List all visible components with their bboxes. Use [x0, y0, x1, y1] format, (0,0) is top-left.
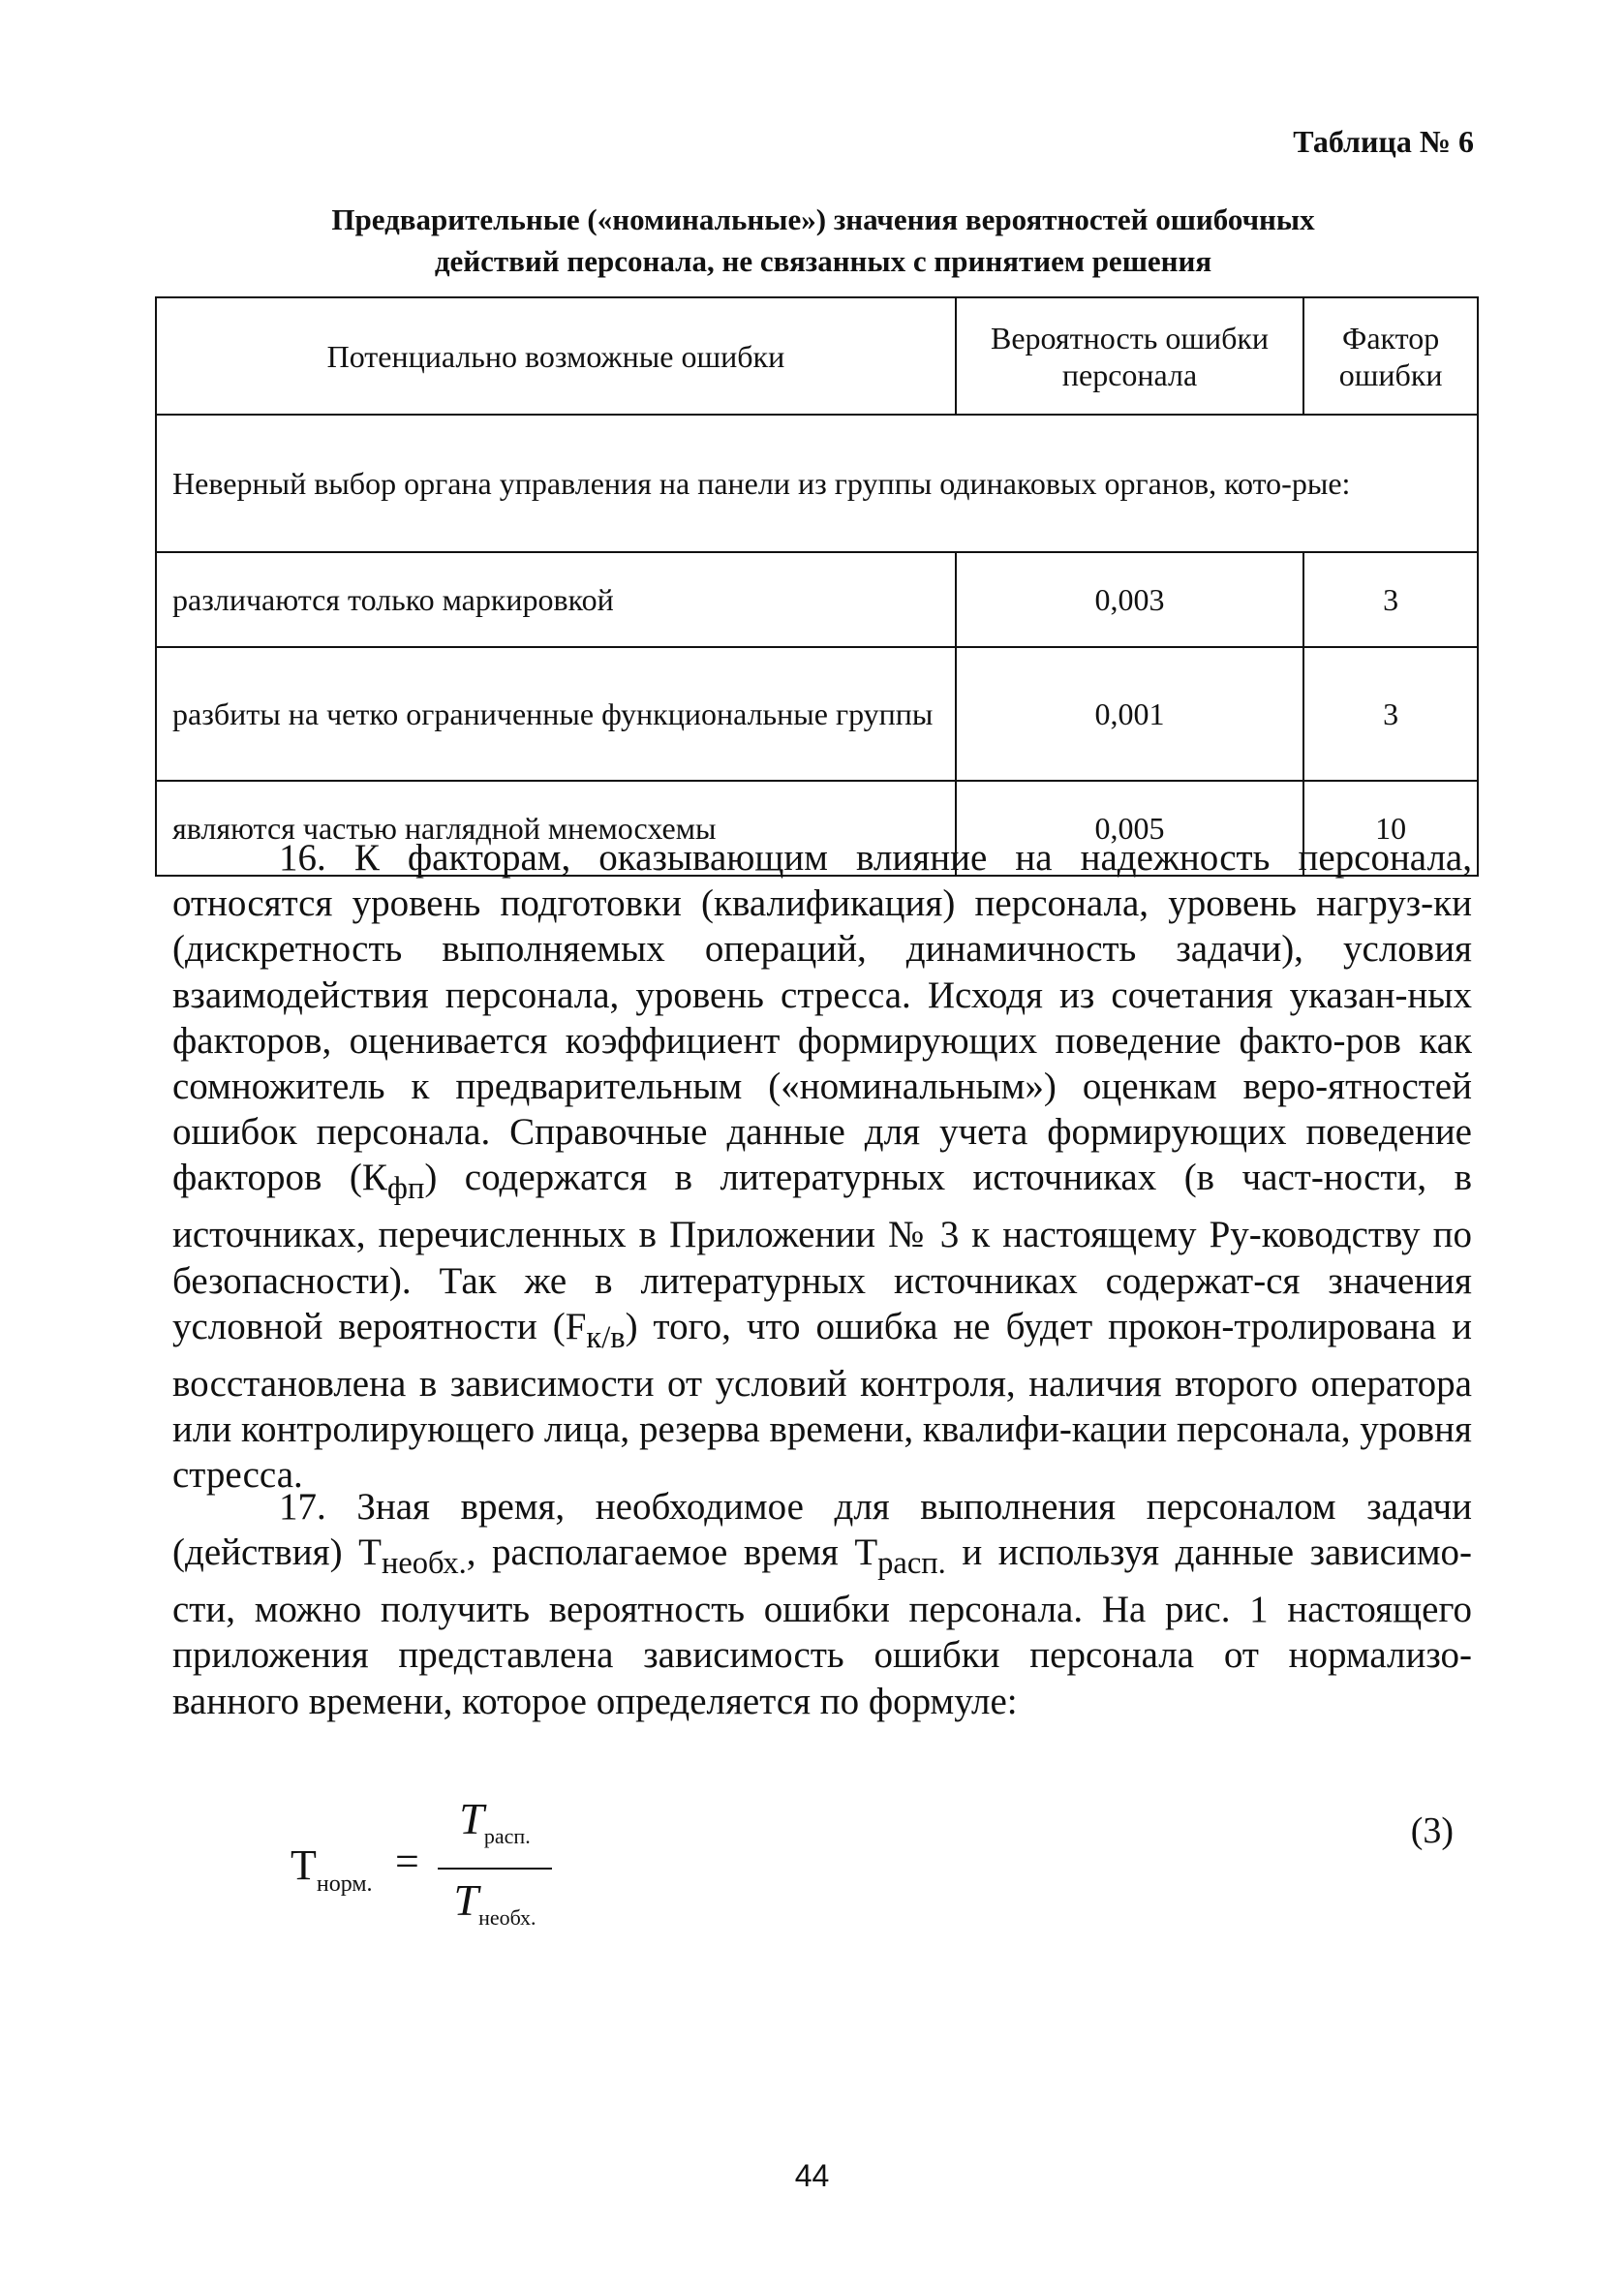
paragraph-17-part-c: и используя данные зависимо-сти, можно получить вероятность ошибки персонала. На рис. 1 настоящего приложения представлена зависимость ошибки персонала от нормализо-ванного времени, которое определяется по формуле: — [172, 1531, 1472, 1722]
row-probability: 0,003 — [956, 552, 1303, 647]
caption-line-1: Предварительные («номинальные») значения вероятностей ошибочных — [331, 202, 1315, 236]
subscript-t-required: необх. — [381, 1546, 467, 1581]
row-factor: 3 — [1303, 552, 1478, 647]
row-probability: 0,005 — [956, 781, 1303, 876]
paragraph-16-part-a: 16. К факторам, оказывающим влияние на надежность персонала, относятся уровень подготовки (квалификация) персонала, уровень нагруз-ки (дискретность выполняемых операций, динамичность задачи), условия взаимодействия персонала, уровень стресса. Исходя из сочетания указан-ных факторов, оценивается коэффициент формирующих поведение факто-ров как сомножитель к предварительным («номинальным») оценкам веро-ятностей ошибок персонала. Справочные данные для учета формирующих поведение факторов (К — [172, 837, 1472, 1199]
table-row — [156, 552, 1478, 647]
table-caption — [155, 199, 1491, 282]
formula-fraction — [438, 1792, 552, 1945]
error-probability-table — [155, 296, 1479, 877]
caption-line-2: действий персонала, не связанных с принятием решения — [434, 244, 1212, 278]
subscript-fkv: к/в — [586, 1319, 626, 1355]
equation-number: (3) — [1410, 1810, 1454, 1851]
row-error: разбиты на четко ограниченные функциональные группы — [156, 647, 956, 781]
table-header-row — [156, 297, 1478, 415]
header-errors: Потенциально возможные ошибки — [156, 297, 956, 415]
fraction-bar — [438, 1868, 552, 1870]
page-number: 44 — [794, 2158, 830, 2193]
row-error: являются частью наглядной мнемосхемы — [156, 781, 956, 876]
paragraph-17 — [172, 1484, 1472, 1724]
formula-equals: = — [395, 1838, 419, 1885]
formula-normalized-time — [291, 1792, 600, 1947]
paragraph-17-part-a: 17. Зная время, необходимое для выполнения персоналом задачи (действия) Т — [172, 1486, 1472, 1574]
subscript-t-available: расп. — [877, 1546, 946, 1581]
header-probability: Вероятность ошибки персонала — [956, 297, 1303, 415]
table-label: Таблица № 6 — [1293, 124, 1474, 159]
paragraph-16-part-c: ) того, что ошибка не будет прокон-тролирована и восстановлена в зависимости от условий контроля, наличия второго оператора или контролирующего лица, резерва времени, квалифи-кации персонала, уровня стресса. — [172, 1305, 1472, 1497]
row-factor: 10 — [1303, 781, 1478, 876]
paragraph-16-part-b: ) содержатся в литературных источниках (в част-ности, в источниках, перечисленных в Приложении № 3 к настоящему Ру-ководству по безопасности). Так же в литературных источниках содержат-ся значения условной вероятности (F — [172, 1157, 1472, 1347]
row-error: различаются только маркировкой — [156, 552, 956, 647]
paragraph-17-part-b: , располагаемое время Т — [466, 1531, 878, 1574]
formula-numerator: $T_{расп.}$ — [459, 1794, 531, 1848]
table-group-row — [156, 415, 1478, 552]
row-factor: 3 — [1303, 647, 1478, 781]
paragraph-16 — [172, 835, 1472, 1498]
subscript-kfp: фп — [386, 1171, 425, 1207]
row-probability: 0,001 — [956, 647, 1303, 781]
table-row — [156, 647, 1478, 781]
formula-denominator: $T_{необх.}$ — [453, 1875, 536, 1930]
formula-lhs: $Т_{норм.}$ — [291, 1841, 373, 1897]
group-row-text: Неверный выбор органа управления на панели из группы одинаковых органов, кото-рые: — [156, 415, 1478, 552]
header-factor: Фактор ошибки — [1303, 297, 1478, 415]
